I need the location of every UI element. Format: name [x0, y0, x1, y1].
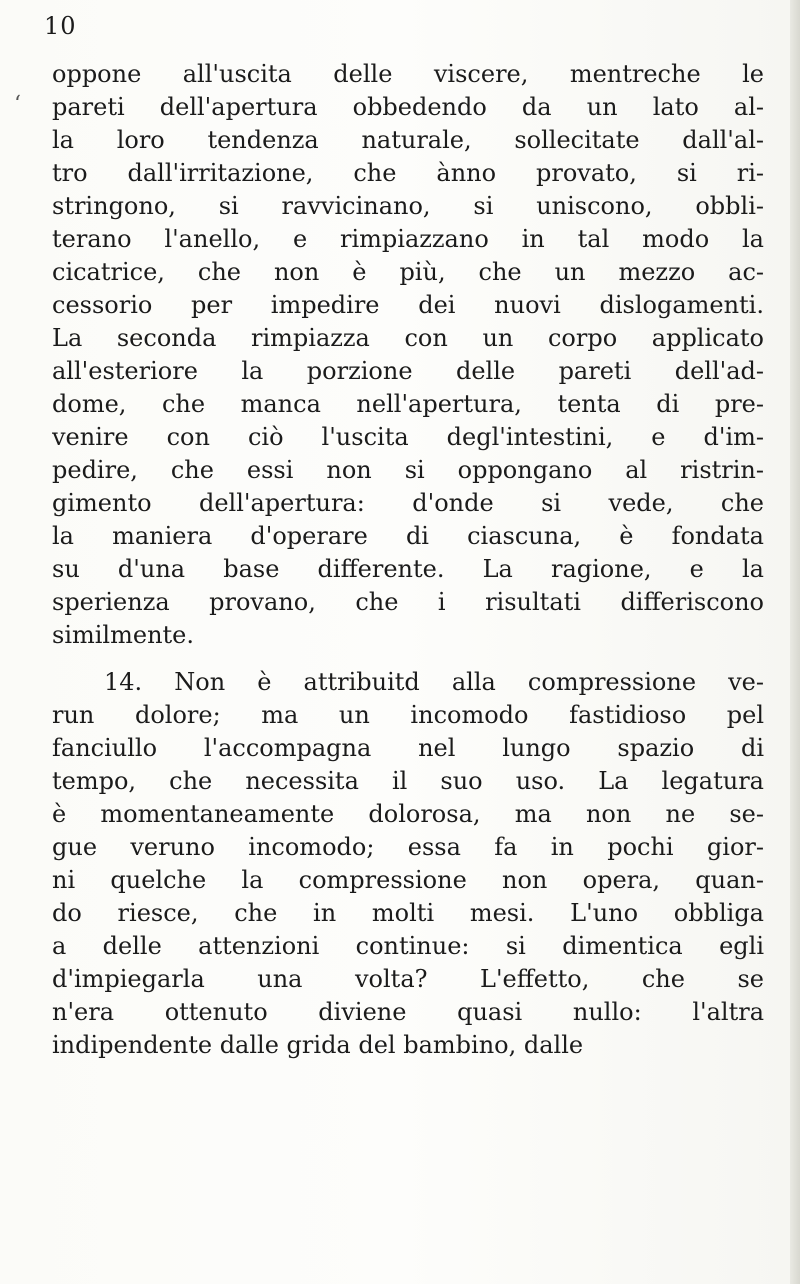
stray-ink-mark: ʻ [14, 92, 21, 117]
text-line: d'impiegarla una volta? L'effetto, che se [52, 965, 764, 993]
text-line: cessorio per impedire dei nuovi dislogamenti. [52, 291, 764, 319]
body-text [52, 58, 764, 1062]
text-line: pareti dell'apertura obbedendo da un lato al- [52, 93, 764, 121]
text-line: cicatrice, che non è più, che un mezzo ac- [52, 258, 764, 286]
text-line: gue veruno incomodo; essa fa in pochi gior- [52, 833, 764, 861]
text-line: La seconda rimpiazza con un corpo applicato [52, 324, 764, 352]
text-line: la maniera d'operare di ciascuna, è fondata [52, 522, 764, 550]
text-line: run dolore; ma un incomodo fastidioso pel [52, 701, 764, 729]
text-line: a delle attenzioni continue: si dimentica egli [52, 932, 764, 960]
paragraph-2 [52, 666, 764, 1062]
text-line: all'esteriore la porzione delle pareti dell'ad- [52, 357, 764, 385]
text-line: ni quelche la compressione non opera, quan- [52, 866, 764, 894]
page-edge-shadow [790, 0, 800, 1284]
text-line: fanciullo l'accompagna nel lungo spazio di [52, 734, 764, 762]
text-line: su d'una base differente. La ragione, e la [52, 555, 764, 583]
text-line: sperienza provano, che i risultati differiscono [52, 588, 764, 616]
page-number: 10 [44, 12, 77, 40]
text-line: 14. Non è attribuitd alla compressione ve- [104, 668, 764, 696]
text-line: tempo, che necessita il suo uso. La legatura [52, 767, 764, 795]
paragraph-1 [52, 58, 764, 652]
text-line: tro dall'irritazione, che ànno provato, si ri- [52, 159, 764, 187]
text-line: indipendente dalle grida del bambino, dalle [52, 1031, 584, 1059]
text-line: do riesce, che in molti mesi. L'uno obbliga [52, 899, 764, 927]
text-line: è momentaneamente dolorosa, ma non ne se- [52, 800, 764, 828]
text-line: oppone all'uscita delle viscere, mentreche le [52, 60, 764, 88]
text-line: similmente. [52, 621, 194, 649]
text-line: pedire, che essi non si oppongano al ristrin- [52, 456, 764, 484]
paragraph-gap [52, 652, 764, 666]
text-line: venire con ciò l'uscita degl'intestini, e d'im- [52, 423, 764, 451]
text-line: n'era ottenuto diviene quasi nullo: l'altra [52, 998, 764, 1026]
text-line: terano l'anello, e rimpiazzano in tal modo la [52, 225, 764, 253]
text-line: la loro tendenza naturale, sollecitate dall'al- [52, 126, 764, 154]
text-line: gimento dell'apertura: d'onde si vede, che [52, 489, 764, 517]
text-line: stringono, si ravvicinano, si uniscono, obbli- [52, 192, 764, 220]
text-line: dome, che manca nell'apertura, tenta di pre- [52, 390, 764, 418]
